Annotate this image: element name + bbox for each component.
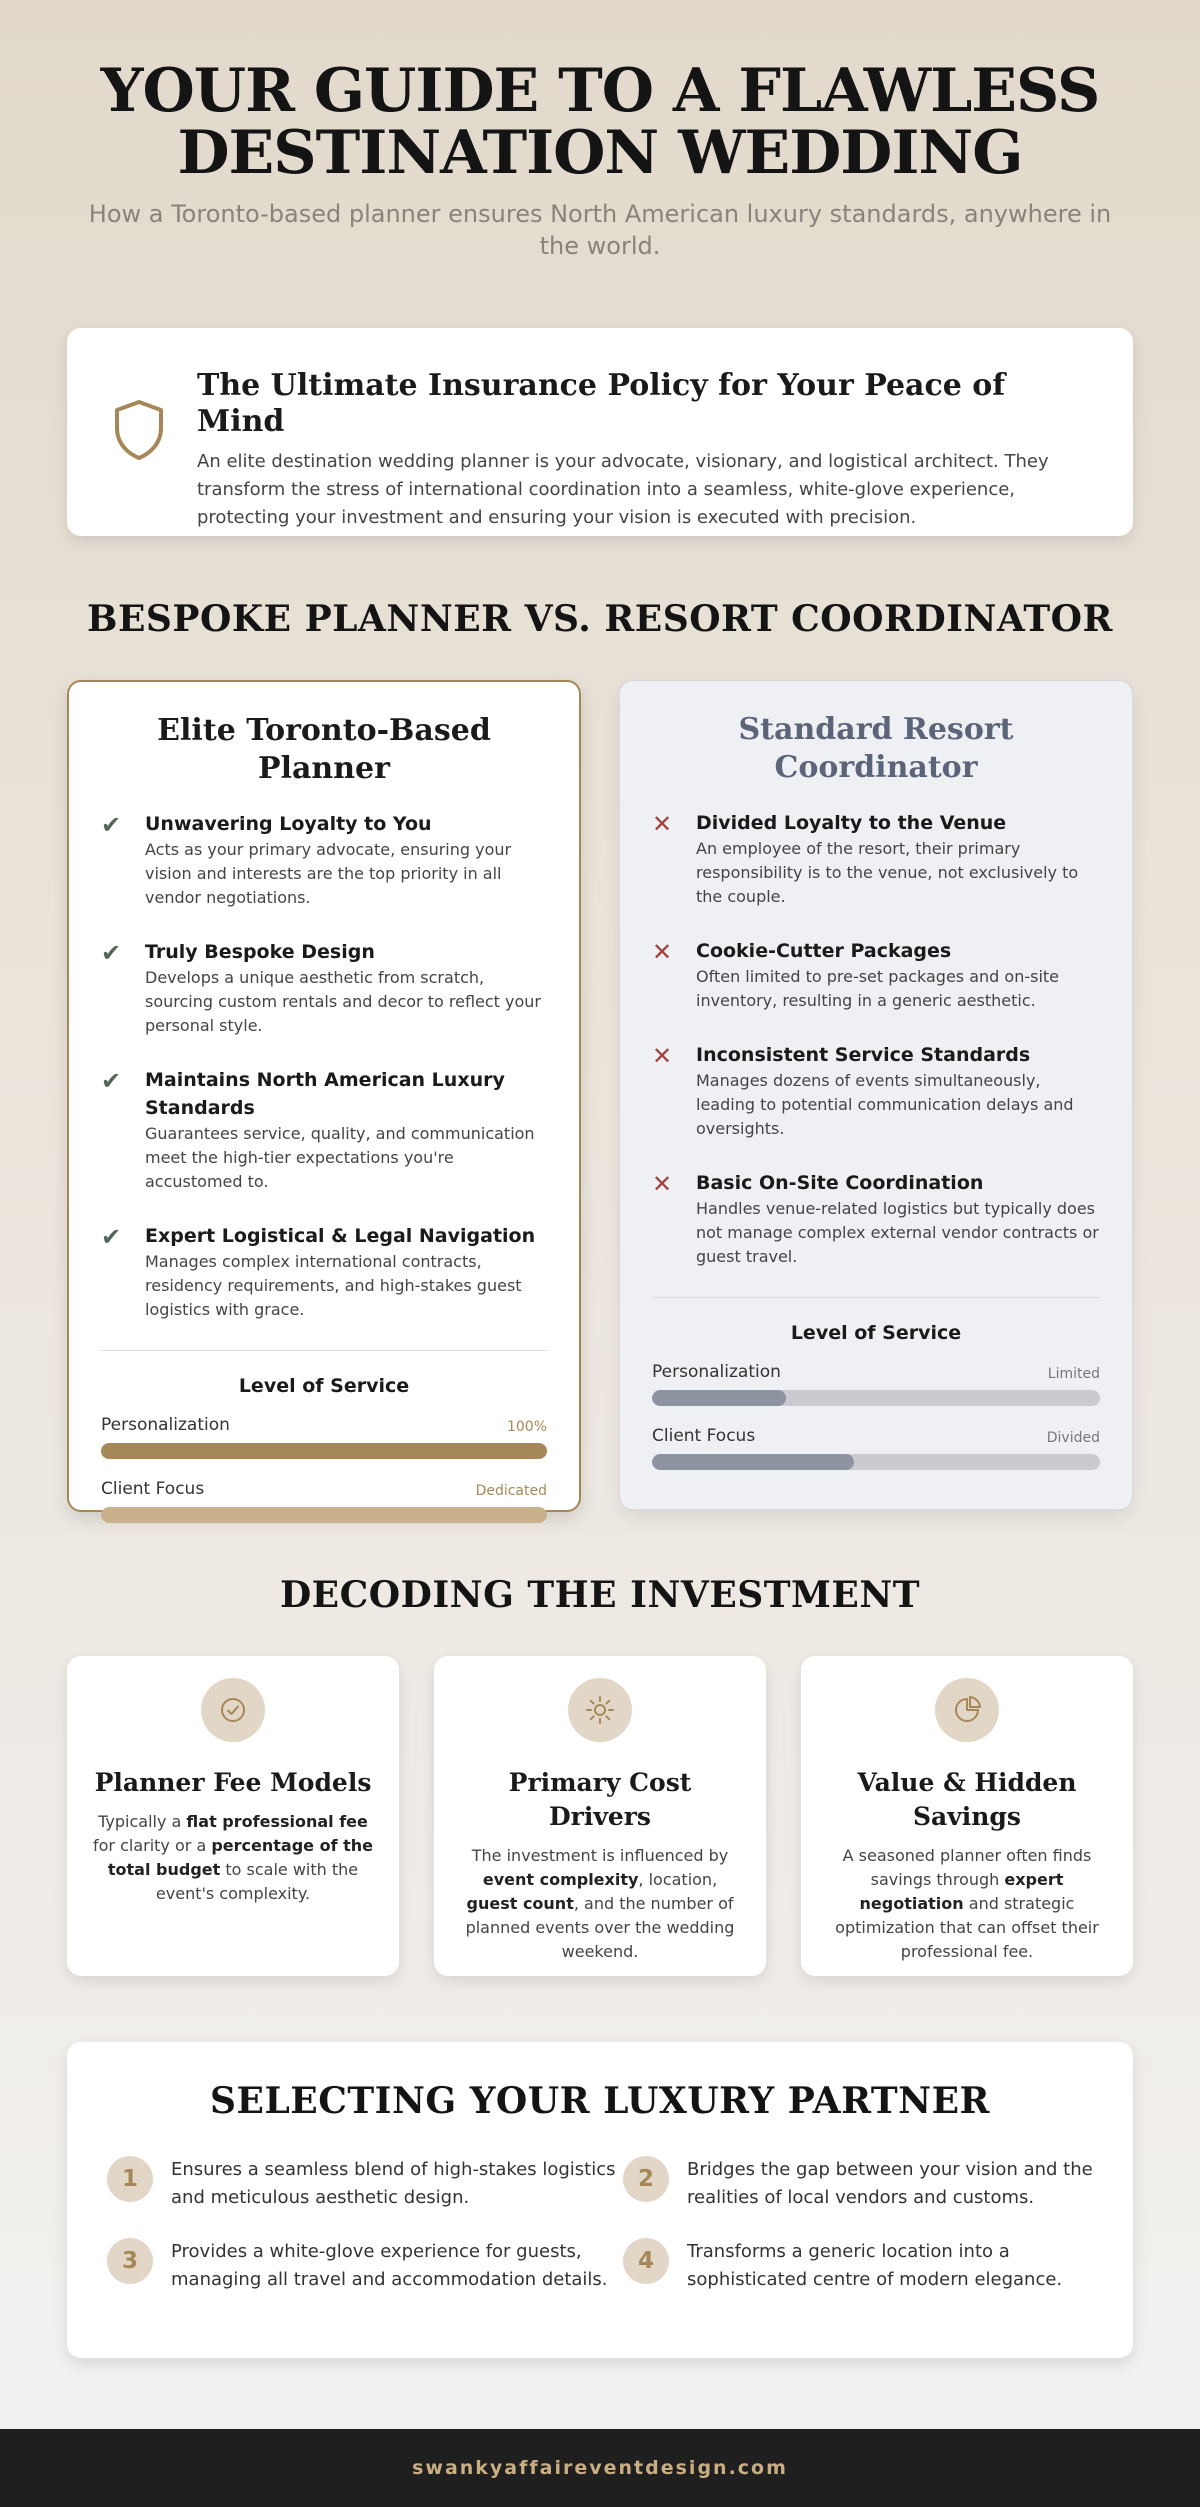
footer: [0, 2429, 1200, 2507]
feature-desc: Often limited to pre-set packages and on-site inventory, resulting in a generic aesthetic.: [696, 967, 1060, 1010]
elite-feature-list: [101, 810, 547, 1322]
investment-card: [67, 1656, 399, 1976]
partner-point-text: Ensures a seamless blend of high-stakes logistics and meticulous aesthetic design.: [171, 2159, 616, 2208]
page-subtitle: How a Toronto-based planner ensures North American luxury standards, anywhere in the world.: [88, 200, 1112, 260]
meter-value: Dedicated: [475, 1483, 547, 1499]
meter-track: [652, 1390, 1100, 1406]
meter-label: Client Focus: [101, 1479, 205, 1499]
service-meter: [101, 1415, 547, 1459]
meter-value: 100%: [506, 1419, 547, 1435]
feature-desc: An employee of the resort, their primary responsibility is to the venue, not exclusively to the couple.: [696, 839, 1079, 906]
meter-fill: [652, 1390, 786, 1406]
resort-coordinator-card: [619, 680, 1133, 1510]
feature-title: Maintains North American Luxury Standards: [145, 1069, 505, 1119]
check-icon: ✔: [101, 939, 122, 967]
partner-point-text: Provides a white-glove experience for guests, managing all travel and accommodation details.: [171, 2241, 608, 2290]
number-badge: 1: [107, 2156, 153, 2202]
sun-icon: [568, 1678, 632, 1742]
emphasis-text: percentage of the total budget: [107, 1836, 373, 1879]
cross-icon: ✕: [652, 938, 673, 966]
number-badge: 4: [623, 2238, 669, 2284]
meter-fill: [652, 1454, 854, 1470]
insurance-title: The Ultimate Insurance Policy for Your Peace of Mind: [197, 368, 1006, 439]
feature-desc: Develops a unique aesthetic from scratch, sourcing custom rentals and decor to reflect your personal style.: [145, 968, 541, 1035]
insurance-body: An elite destination wedding planner is your advocate, visionary, and logistical architect. They transform the stress of international coordination into a seamless, white-glove experience, protecting your investment and ensuring your vision is executed with precision.: [197, 451, 1049, 528]
elite-meters: [101, 1415, 547, 1523]
meter-value: Limited: [1047, 1366, 1100, 1382]
resort-feature-list: [652, 809, 1100, 1269]
investment-card: [434, 1656, 766, 1976]
elite-planner-title: Elite Toronto-Based Planner: [157, 713, 491, 786]
body-text: Typically a: [98, 1812, 187, 1831]
meter-track: [652, 1454, 1100, 1470]
feature-body: [696, 1169, 1100, 1269]
partner-point: [623, 2238, 1093, 2294]
feature-title: Truly Bespoke Design: [145, 941, 375, 963]
resort-coordinator-title: Standard Resort Coordinator: [738, 712, 1014, 785]
meter-label: Client Focus: [652, 1426, 756, 1446]
investment-card-title: Value & Hidden Savings: [857, 1768, 1077, 1831]
cross-icon: ✕: [652, 1042, 673, 1070]
partner-point: [623, 2156, 1093, 2212]
service-meter: [652, 1426, 1100, 1470]
partner-point: [107, 2238, 623, 2294]
feature-title: Divided Loyalty to the Venue: [696, 812, 1007, 834]
number-badge: 3: [107, 2238, 153, 2284]
meter-fill: [101, 1443, 547, 1459]
pie-chart-icon: [935, 1678, 999, 1742]
feature-title: Expert Logistical & Legal Navigation: [145, 1225, 536, 1247]
body-text: A seasoned planner often finds savings through: [842, 1846, 1092, 1889]
number-badge: 2: [623, 2156, 669, 2202]
meter-header: [652, 1426, 1100, 1446]
selecting-list: [107, 2156, 1093, 2294]
level-of-service-title: Level of Service: [790, 1322, 962, 1344]
divider: [652, 1297, 1100, 1298]
level-of-service-title: Level of Service: [238, 1375, 410, 1397]
cross-icon: ✕: [652, 810, 673, 838]
feature-title: Unwavering Loyalty to You: [145, 813, 432, 835]
emphasis-text: flat professional fee: [186, 1812, 368, 1831]
feature-item: [652, 937, 1100, 1013]
meter-header: [101, 1415, 547, 1435]
insurance-card: [67, 328, 1133, 536]
emphasis-text: event complexity: [482, 1870, 639, 1889]
investment-cards: [67, 1656, 1133, 1976]
check-icon: ✔: [101, 1223, 122, 1251]
shield-icon: [111, 398, 167, 466]
feature-body: [145, 938, 547, 1038]
feature-desc: Acts as your primary advocate, ensuring your vision and interests are the top priority in all vendor negotiations.: [145, 840, 512, 907]
feature-title: Basic On-Site Coordination: [696, 1172, 984, 1194]
check-icon: ✔: [101, 811, 122, 839]
feature-item: [652, 1041, 1100, 1141]
meter-label: Personalization: [101, 1415, 230, 1435]
feature-item: [652, 1169, 1100, 1269]
feature-body: [696, 937, 1100, 1013]
body-text: The investment is influenced by: [471, 1846, 729, 1865]
feature-item: [652, 809, 1100, 909]
partner-point-text: Transforms a generic location into a sophisticated centre of modern elegance.: [687, 2241, 1063, 2290]
feature-body: [696, 1041, 1100, 1141]
feature-title: Cookie-Cutter Packages: [696, 940, 952, 962]
selecting-partner-card: [67, 2042, 1133, 2358]
comparison: [67, 680, 1133, 1512]
feature-desc: Handles venue-related logistics but typically does not manage complex external vendor contracts or guest travel.: [696, 1199, 1099, 1266]
page-title: YOUR GUIDE TO A FLAWLESS DESTINATION WEDDING: [100, 56, 1100, 188]
footer-site-link[interactable]: swankyaffaireventdesign.com: [412, 2457, 788, 2479]
feature-body: [145, 1066, 547, 1194]
check-circle-icon: [201, 1678, 265, 1742]
partner-point: [107, 2156, 623, 2212]
feature-body: [145, 810, 547, 910]
feature-item: [101, 1222, 547, 1322]
feature-body: [696, 809, 1100, 909]
divider: [101, 1350, 547, 1351]
investment-card-text: [93, 1810, 373, 1906]
body-text: to scale with the event's complexity.: [155, 1860, 359, 1903]
feature-item: [101, 938, 547, 1038]
emphasis-text: expert negotiation: [859, 1870, 1064, 1913]
feature-desc: Manages complex international contracts, residency requirements, and high-stakes guest logistics with grace.: [145, 1252, 522, 1319]
feature-item: [101, 1066, 547, 1194]
investment-card-text: [460, 1844, 740, 1964]
body-text: , location,: [638, 1870, 718, 1889]
investment-card-text: [827, 1844, 1107, 1964]
comparison-title: BESPOKE PLANNER VS. RESORT COORDINATOR: [87, 598, 1113, 640]
meter-value: Divided: [1046, 1430, 1100, 1446]
service-meter: [101, 1479, 547, 1523]
meter-header: [101, 1479, 547, 1499]
feature-title: Inconsistent Service Standards: [696, 1044, 1031, 1066]
service-meter: [652, 1362, 1100, 1406]
body-text: and strategic optimization that can offset their professional fee.: [835, 1894, 1099, 1961]
feature-body: [145, 1222, 547, 1322]
cross-icon: ✕: [652, 1170, 673, 1198]
selecting-title: SELECTING YOUR LUXURY PARTNER: [210, 2080, 990, 2122]
meter-track: [101, 1443, 547, 1459]
resort-meters: [652, 1362, 1100, 1470]
feature-desc: Manages dozens of events simultaneously, leading to potential communication delays and oversights.: [696, 1071, 1074, 1138]
emphasis-text: guest count: [466, 1894, 574, 1913]
feature-item: [101, 810, 547, 910]
body-text: for clarity or a: [93, 1836, 212, 1855]
check-icon: ✔: [101, 1067, 122, 1095]
meter-label: Personalization: [652, 1362, 781, 1382]
investment-title: DECODING THE INVESTMENT: [279, 1574, 921, 1616]
meter-fill: [101, 1507, 547, 1523]
hero: [0, 0, 1200, 262]
investment-card: [801, 1656, 1133, 1976]
elite-planner-card: [67, 680, 581, 1512]
partner-point-text: Bridges the gap between your vision and the realities of local vendors and customs.: [687, 2159, 1093, 2208]
meter-track: [101, 1507, 547, 1523]
body-text: , and the number of planned events over the wedding weekend.: [465, 1894, 735, 1961]
feature-desc: Guarantees service, quality, and communication meet the high-tier expectations you're accustomed to.: [145, 1124, 535, 1191]
meter-header: [652, 1362, 1100, 1382]
investment-card-title: Primary Cost Drivers: [508, 1768, 692, 1831]
investment-card-title: Planner Fee Models: [94, 1768, 372, 1797]
